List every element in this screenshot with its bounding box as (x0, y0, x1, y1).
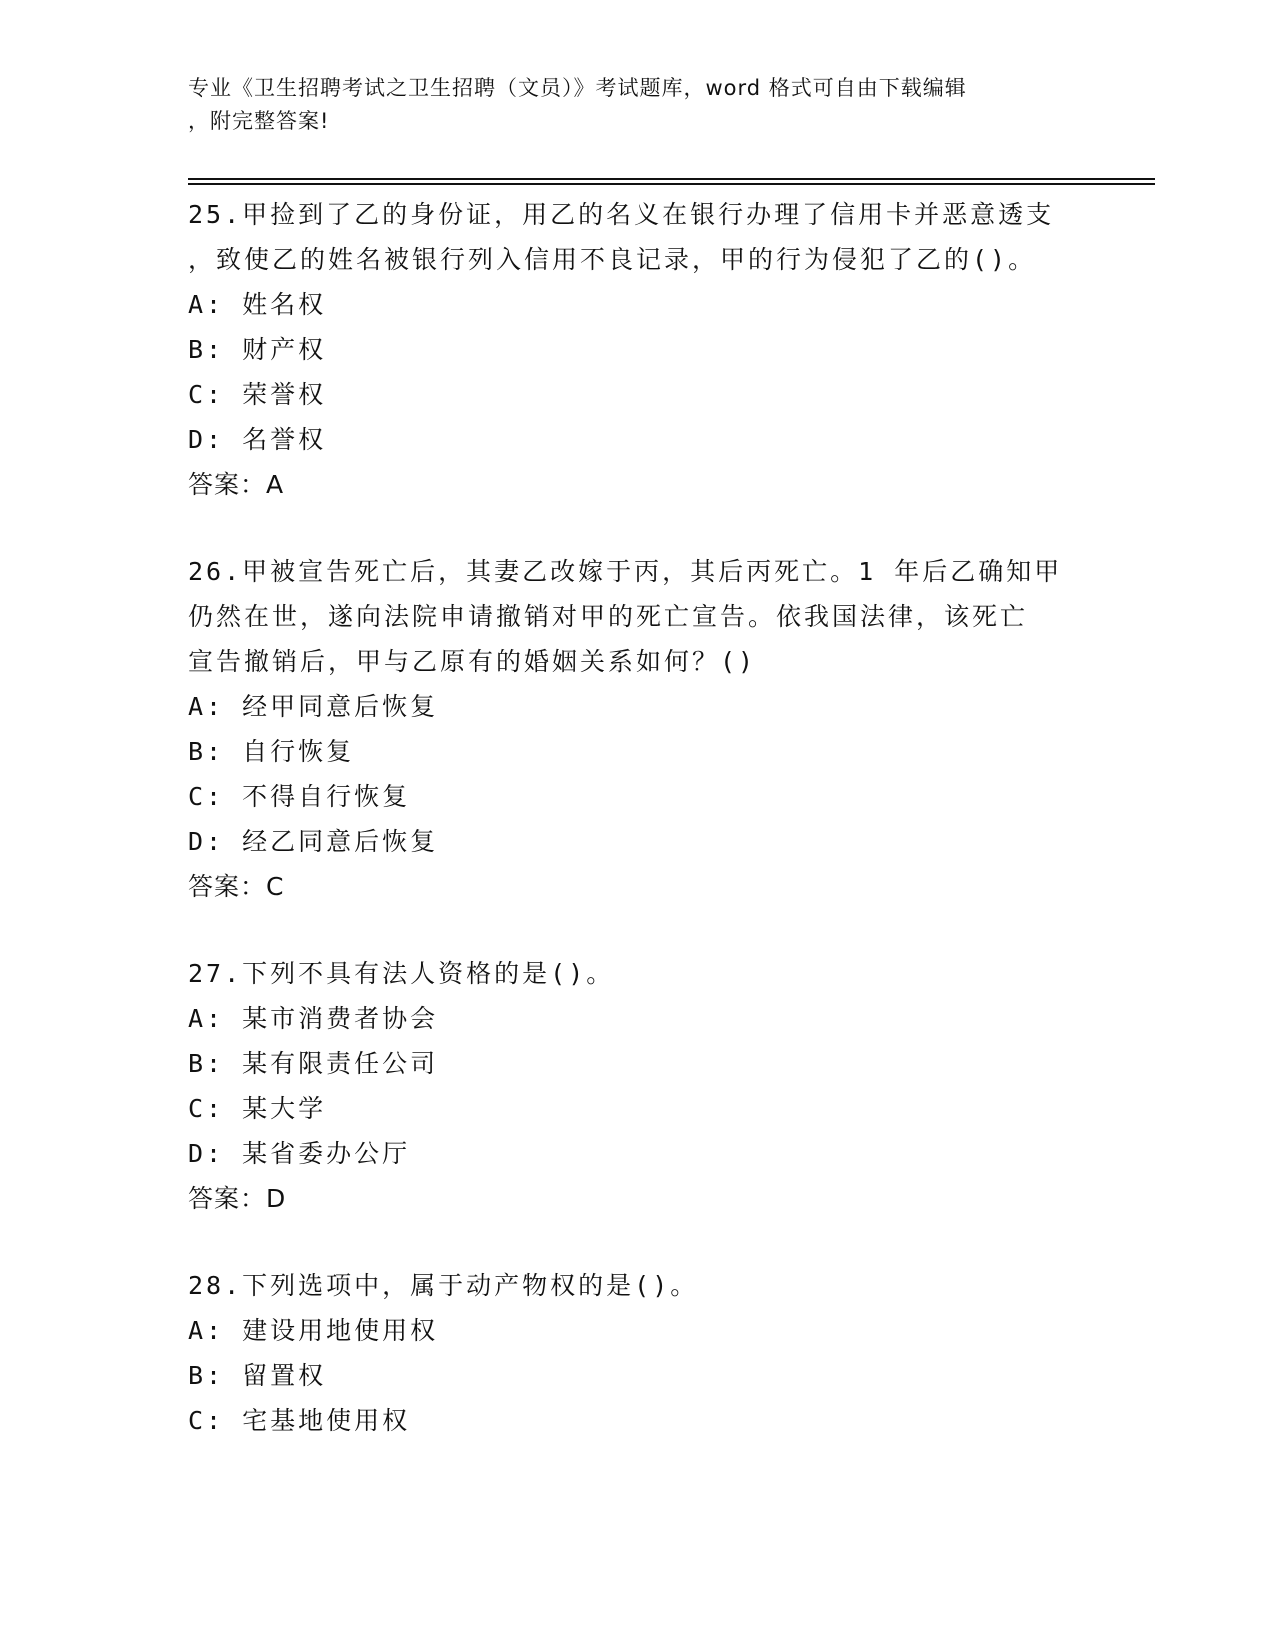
option-c: C: 宅基地使用权 (188, 1406, 411, 1435)
question-25 (188, 192, 1088, 507)
question-text-line: 27.下列不具有法人资格的是()。 (188, 959, 615, 988)
question-list (188, 192, 1088, 1485)
answer-label: 答案：D (188, 1184, 287, 1213)
question-text-line: 宣告撤销后，甲与乙原有的婚姻关系如何？() (188, 647, 757, 676)
option-b: B: 留置权 (188, 1361, 327, 1390)
option-c: C: 荣誉权 (188, 380, 327, 409)
question-28 (188, 1263, 1088, 1443)
question-text-line: 仍然在世，遂向法院申请撤销对甲的死亡宣告。依我国法律，该死亡 (188, 602, 1029, 631)
option-d: D: 名誉权 (188, 425, 327, 454)
option-d: D: 某省委办公厅 (188, 1139, 411, 1168)
option-a: A: 某市消费者协会 (188, 1004, 439, 1033)
option-d: D: 经乙同意后恢复 (188, 827, 439, 856)
option-a: A: 姓名权 (188, 290, 327, 319)
answer-label: 答案：C (188, 872, 285, 901)
document-header (188, 72, 1068, 138)
question-27 (188, 951, 1088, 1221)
header-line-2: ，附完整答案! (188, 109, 330, 133)
header-line-1: 专业《卫生招聘考试之卫生招聘（文员）》考试题库，word 格式可自由下载编辑 (188, 76, 967, 100)
question-text-line: ，致使乙的姓名被银行列入信用不良记录，甲的行为侵犯了乙的()。 (188, 245, 1037, 274)
option-a: A: 建设用地使用权 (188, 1316, 439, 1345)
header-divider-bottom (188, 183, 1155, 185)
option-b: B: 自行恢复 (188, 737, 355, 766)
option-a: A: 经甲同意后恢复 (188, 692, 439, 721)
answer-label: 答案：A (188, 470, 285, 499)
question-text-line: 25.甲捡到了乙的身份证，用乙的名义在银行办理了信用卡并恶意透支 (188, 200, 1055, 229)
option-b: B: 财产权 (188, 335, 327, 364)
question-text-line: 28.下列选项中，属于动产物权的是()。 (188, 1271, 699, 1300)
question-text-line: 26.甲被宣告死亡后，其妻乙改嫁于丙，其后丙死亡。1 年后乙确知甲 (188, 557, 1063, 586)
option-c: C: 某大学 (188, 1094, 327, 1123)
header-divider-top (188, 178, 1155, 180)
option-c: C: 不得自行恢复 (188, 782, 411, 811)
option-b: B: 某有限责任公司 (188, 1049, 439, 1078)
question-26 (188, 549, 1088, 909)
